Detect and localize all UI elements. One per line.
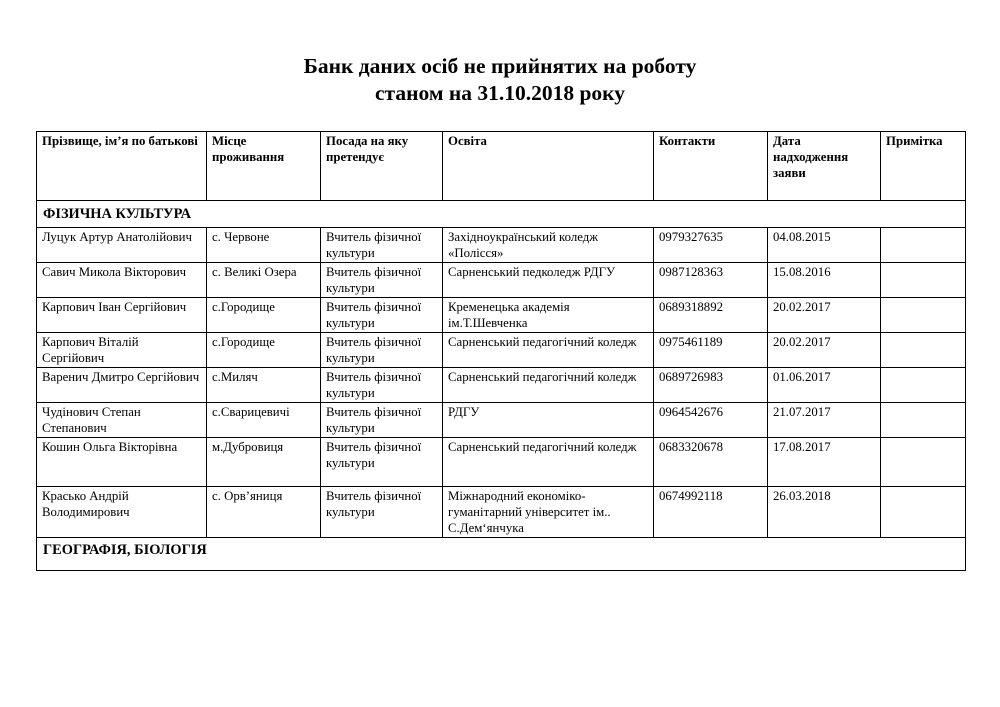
cell-application-date: 26.03.2018: [768, 487, 881, 538]
section-row-physical-education: [37, 201, 966, 228]
cell-contacts: 0689726983: [654, 368, 768, 403]
document-title: [0, 53, 1000, 107]
cell-contacts: 0987128363: [654, 263, 768, 298]
cell-residence: м.Дубровиця: [207, 438, 321, 487]
cell-note: [881, 263, 966, 298]
cell-note: [881, 487, 966, 538]
cell-education: Західноукраїнський коледж «Полісся»: [443, 228, 654, 263]
section-title-physical-education: ФІЗИЧНА КУЛЬТУРА: [37, 201, 966, 228]
cell-application-date: 17.08.2017: [768, 438, 881, 487]
table-row: [37, 228, 966, 263]
cell-full-name: Савич Микола Вікторович: [37, 263, 207, 298]
cell-note: [881, 228, 966, 263]
cell-contacts: 0689318892: [654, 298, 768, 333]
cell-full-name: Чудінович Степан Степанович: [37, 403, 207, 438]
cell-education: РДГУ: [443, 403, 654, 438]
table-row: [37, 263, 966, 298]
cell-residence: с. Великі Озера: [207, 263, 321, 298]
cell-position: Вчитель фізичної культури: [321, 298, 443, 333]
cell-education: Сарненський педколедж РДГУ: [443, 263, 654, 298]
cell-residence: с.Сварицевичі: [207, 403, 321, 438]
cell-position: Вчитель фізичної культури: [321, 438, 443, 487]
cell-full-name: Варенич Дмитро Сергійович: [37, 368, 207, 403]
table-row: [37, 298, 966, 333]
cell-note: [881, 403, 966, 438]
cell-residence: с. Червоне: [207, 228, 321, 263]
table-row: [37, 487, 966, 538]
cell-full-name: Красько Андрій Володимирович: [37, 487, 207, 538]
table-row: [37, 403, 966, 438]
header-position: Посада на яку претендує: [321, 132, 443, 201]
cell-residence: с.Городище: [207, 333, 321, 368]
cell-full-name: Карпович Віталій Сергійович: [37, 333, 207, 368]
cell-application-date: 04.08.2015: [768, 228, 881, 263]
cell-application-date: 01.06.2017: [768, 368, 881, 403]
cell-position: Вчитель фізичної культури: [321, 368, 443, 403]
header-education: Освіта: [443, 132, 654, 201]
cell-education: Сарненський педагогічний коледж: [443, 368, 654, 403]
cell-position: Вчитель фізичної культури: [321, 333, 443, 368]
cell-residence: с.Городище: [207, 298, 321, 333]
cell-education: Міжнародний економіко-гуманітарний університет ім.. С.Дем‘янчука: [443, 487, 654, 538]
cell-position: Вчитель фізичної культури: [321, 403, 443, 438]
header-residence: Місце проживання: [207, 132, 321, 201]
cell-application-date: 20.02.2017: [768, 333, 881, 368]
cell-note: [881, 368, 966, 403]
cell-application-date: 20.02.2017: [768, 298, 881, 333]
title-line-2: станом на 31.10.2018 року: [374, 81, 626, 105]
cell-full-name: Карпович Іван Сергійович: [37, 298, 207, 333]
cell-contacts: 0964542676: [654, 403, 768, 438]
cell-application-date: 15.08.2016: [768, 263, 881, 298]
cell-full-name: Луцук Артур Анатолійович: [37, 228, 207, 263]
table-row: [37, 333, 966, 368]
cell-contacts: 0979327635: [654, 228, 768, 263]
header-application-date: Дата надходження заяви: [768, 132, 881, 201]
cell-residence: с.Миляч: [207, 368, 321, 403]
candidates-table: [36, 131, 966, 571]
cell-education: Сарненський педагогічний коледж: [443, 333, 654, 368]
cell-contacts: 0683320678: [654, 438, 768, 487]
cell-full-name: Кошин Ольга Вікторівна: [37, 438, 207, 487]
cell-position: Вчитель фізичної культури: [321, 228, 443, 263]
cell-application-date: 21.07.2017: [768, 403, 881, 438]
cell-position: Вчитель фізичної культури: [321, 263, 443, 298]
title-line-1: Банк даних осіб не прийнятих на роботу: [303, 54, 697, 78]
cell-contacts: 0674992118: [654, 487, 768, 538]
header-note: Примітка: [881, 132, 966, 201]
cell-contacts: 0975461189: [654, 333, 768, 368]
header-full-name: Прізвище, ім’я по батькові: [37, 132, 207, 201]
cell-note: [881, 298, 966, 333]
table-row: [37, 438, 966, 487]
cell-residence: с. Орв’яниця: [207, 487, 321, 538]
cell-note: [881, 333, 966, 368]
section-row-geography-biology: [37, 538, 966, 571]
cell-note: [881, 438, 966, 487]
cell-position: Вчитель фізичної культури: [321, 487, 443, 538]
table-header-row: [37, 132, 966, 201]
cell-education: Сарненський педагогічний коледж: [443, 438, 654, 487]
table-row: [37, 368, 966, 403]
cell-education: Кременецька академія ім.Т.Шевченка: [443, 298, 654, 333]
header-contacts: Контакти: [654, 132, 768, 201]
section-title-geography-biology: ГЕОГРАФІЯ, БІОЛОГІЯ: [37, 538, 966, 571]
